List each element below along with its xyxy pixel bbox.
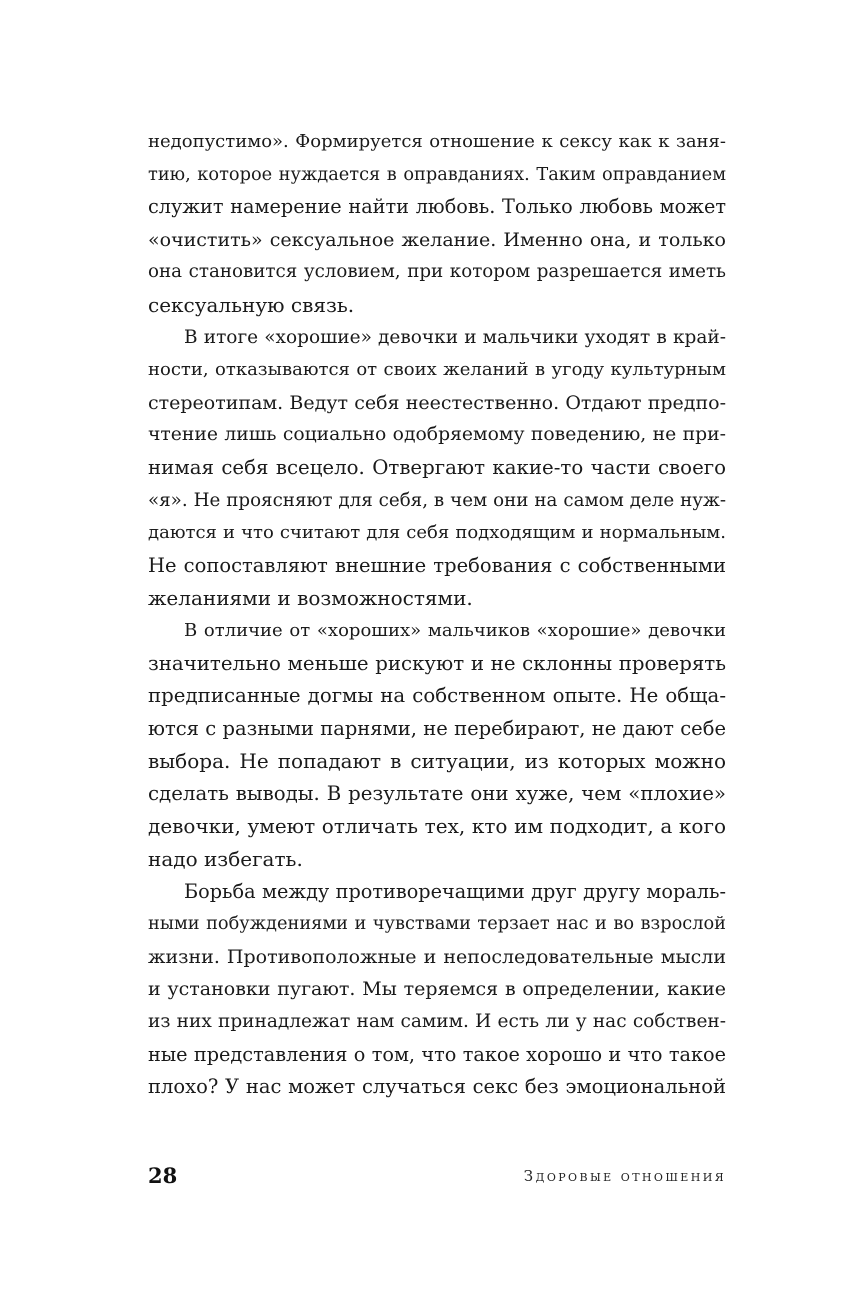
paragraph — [148, 876, 726, 1104]
text-line: Не сопоставляют внешние требования с собственными — [148, 553, 726, 577]
text-line: чтение лишь социально одобряемому поведению, не при- — [148, 424, 726, 446]
text-line: В отличие от «хороших» мальчиков «хорошие» девочки — [184, 619, 726, 641]
text-line: из них принадлежат нам самим. И есть ли у нас собствен- — [148, 1011, 726, 1033]
body-text — [148, 126, 726, 1104]
text-line: даются и что считают для себя подходящим и нормальным. — [148, 522, 726, 544]
text-line: ные представления о том, что такое хорошо и что такое — [148, 1042, 726, 1066]
paragraph — [148, 126, 726, 322]
text-line: сексуальную связь. — [148, 292, 355, 317]
text-line: недопустимо». Формируется отношение к сексу как к заня- — [148, 131, 726, 152]
text-line: тию, которое нуждается в оправданиях. Таким оправданием — [148, 164, 726, 185]
text-line: ности, отказываются от своих желаний в угоду культурным — [148, 359, 726, 381]
text-line: В итоге «хорошие» девочки и мальчики уходят в край- — [184, 326, 726, 348]
text-line: девочки, умеют отличать тех, кто им подходит, а кого — [148, 814, 726, 839]
text-line: и установки пугают. Мы теряемся в определении, какие — [148, 978, 726, 1001]
text-line: жизни. Противоположные и непоследовательные мысли — [148, 945, 726, 968]
text-line: плохо? У нас может случаться секс без эмоциональной — [148, 1075, 726, 1099]
text-line: сделать выводы. В результате они хуже, чем «плохие» — [148, 781, 726, 805]
text-line: служит намерение найти любовь. Только любовь может — [148, 195, 726, 219]
paragraph — [148, 322, 726, 615]
text-line: нимая себя всецело. Отвергают какие-то части своего — [148, 455, 726, 479]
page-footer — [148, 1160, 726, 1192]
text-line: она становится условием, при котором разрешается иметь — [148, 261, 726, 283]
text-line: «очистить» сексуальное желание. Именно она, и только — [148, 228, 726, 251]
paragraph — [148, 615, 726, 876]
text-line: желаниями и возможностями. — [148, 586, 473, 611]
text-line: стереотипам. Ведут себя неестественно. Отдают предпо- — [148, 391, 726, 414]
text-line: выбора. Не попадают в ситуации, из которых можно — [148, 749, 726, 774]
running-title: Здоровые отношения — [523, 1167, 726, 1185]
text-line: значительно меньше рискуют и не склонны проверять — [148, 651, 726, 675]
text-line: Борьба между противоречащими друг другу мораль- — [184, 879, 726, 903]
text-line: ными побуждениями и чувствами терзает нас и во взрослой — [148, 914, 726, 935]
text-line: «я». Не проясняют для себя, в чем они на самом деле нуж- — [148, 489, 726, 511]
text-line: надо избегать. — [148, 847, 303, 872]
page-number: 28 — [148, 1163, 178, 1188]
text-line: ются с разными парнями, не перебирают, не дают себе — [148, 716, 726, 740]
text-line: предписанные догмы на собственном опыте. Не обща- — [148, 684, 726, 708]
